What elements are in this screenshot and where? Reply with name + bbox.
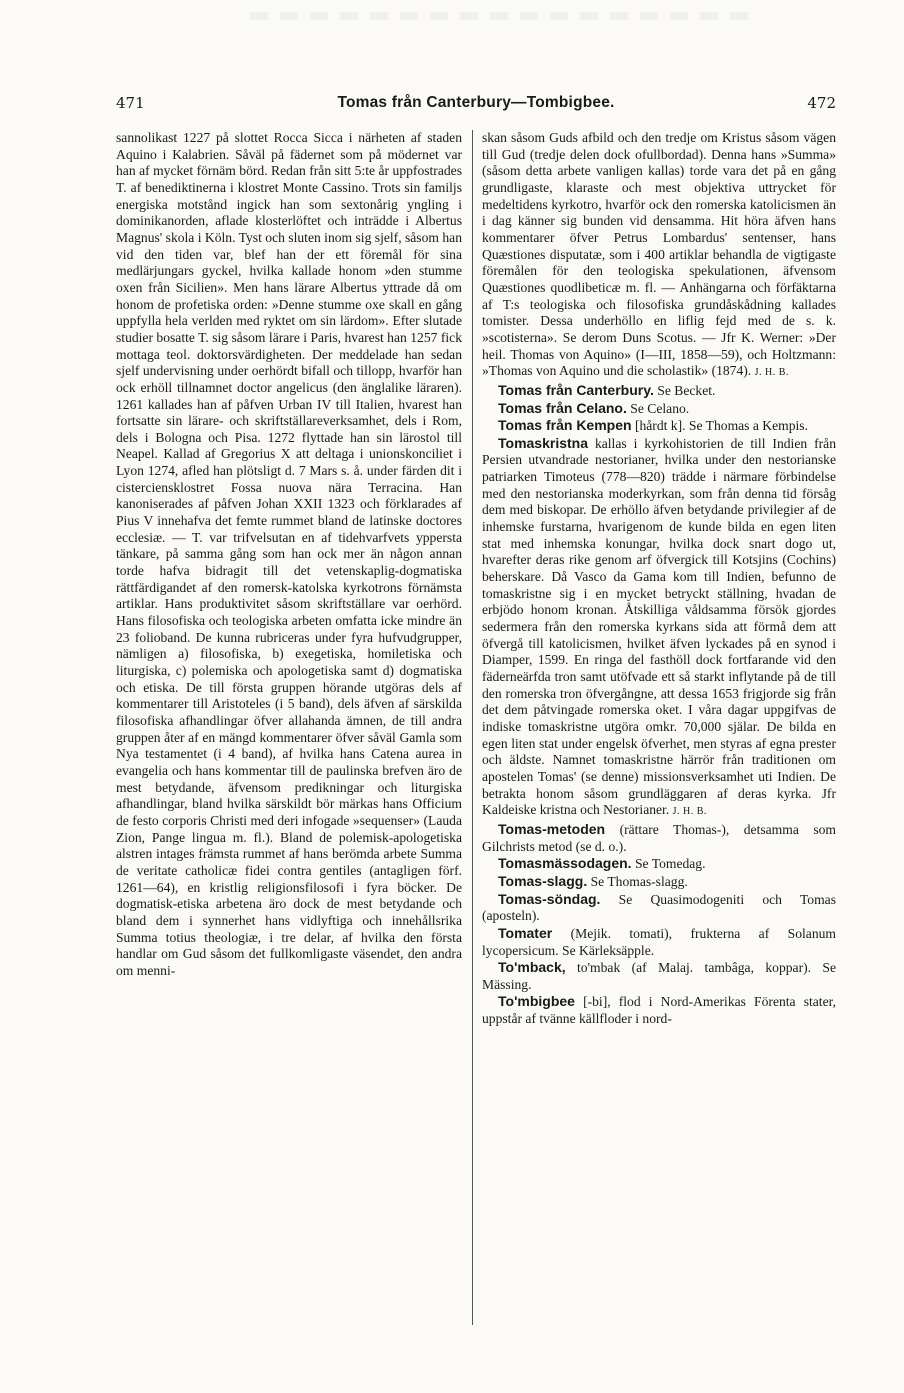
entry-tomas-fran-celano bbox=[482, 400, 836, 418]
page-header bbox=[116, 94, 836, 118]
entry-text: [-bi], flod i Nord-Amerikas Förenta stater, uppstår af tvänne källfloder i nord- bbox=[482, 994, 836, 1027]
entry-headword: Tomaskristna bbox=[498, 434, 588, 451]
entry-tomas-metoden bbox=[482, 821, 836, 855]
entry-tomas-fran-kempen bbox=[482, 417, 836, 435]
page-number-left: 471 bbox=[116, 94, 145, 112]
entry-continuation bbox=[482, 130, 836, 382]
entry-tomback bbox=[482, 959, 836, 993]
entry-headword: Tomas-metoden bbox=[498, 820, 606, 837]
entry-text: Se Quasimodogeniti och Tomas (aposteln). bbox=[482, 891, 836, 924]
left-column-text: sannolikast 1227 på slottet Rocca Sicca i närheten af staden Aquino i Kalabrien. Såväl på fädernet som på mödernet var han af mycket förnäm börd. Redan från sitt 5:te år uppfostrades T. af benediktinerna i klostret Monte Cassino. Trots sin familjs energiska motstånd ingick han som sextonårig yngling i dominikanorden, aflade klosterlöftet och inträdde i Albertus Magnus' skola i Köln. Tyst och sluten inom sig sjelf, såsom han vid den tiden var, blef han der ett föremål för sina medlärjungars gyckel, hvilka kallade honom »den stumme oxen från Sicilien». Men hans lärare Albertus yttrade då om honom de profetiska orden: »Denne stumme oxe skall en gång uppfylla hela verlden med ryktet om sin lärdom». Efter slutade studier bosatte T. sig såsom lärare i Paris, hvarest han 1257 fick mottaga teol. doktorsvärdigheten. Der meddelade han sedan sjelf undervisning under oerhördt bifall och tillopp, hvarför han ock erhöll tillnamnet doctor angelicus (den änglalike läraren). 1261 kallades han af påfven Urban IV till Italien, hvarest han fortsatte sin lärare- och skriftställareverksamhet, dels i Rom, dels i Bologna och Pisa. 1272 flyttade han sin lärostol till Neapel. Kallad af Gregorius X att deltaga i unionskonciliet i Lyon 1274, afled han plötsligt d. 7 Mars s. å. under färden dit i cisterciensklostret Fossa nuova nära Terracina. Han kanoniserades af påfven Johan XXII 1323 och förklarades af Pius V innehafva det femte rummet bland de latinske doctores ecclesiæ. — T. var trifvelsutan en af tidehvarfvets yppersta tänkare, på samma gång som han ock mer än någon annan torde hafva bidragit till det vetenskaplig-dogmatiska rättfärdigandet af den romersk-katolska kyrkotrons förnämsta artiklar. Hans produktivitet såsom skriftställare var oerhörd. Hans filosofiska och teologiska arbeten omfatta icke mindre än 23 folioband. De kunna rubriceras under fyra hufvudgrupper, nämligen a) filosofiska, b) exegetiska, homiletiska och liturgiska, c) polemiska och apologetiska samt d) dogmatiska och etiska. De till första gruppen hörande utgöras dels af kommentarer till Aristoteles (i 5 band), dels äfven af särskilda filosofiska afhandlingar öfver allahanda ämnen, de till andra gruppen åter af en mängd kommentarer öfver såväl Gamla som Nya testamentet (i 4 band), af hvilka hans Catena aurea in evangelia och hans kommentar till de paulinska brefven äro de mest betydande, äfvensom predikningar och liturgiska afhandlingar, bland hvilka särskildt bör märkas hans Officium de festo corporis Christi med deri infogade »sequenser» (Lauda Zion, Pange lingua m. fl.). Bland de polemisk-apologetiska alstren intages främsta rummet af hans berömda arbete Summa de veritate catholicæ fidei contra gentiles (antagligen förf. 1261—64), en kristlig religionsfilosofi i fyra böcker. De dogmatisk-etiska arbetena äro dock de mest betydande och bland dem i synnerhet hans vidlyftiga och innehållsrika Summa totius theologiæ, i tre delar, af hvilka den första handlar om Gud såsom det fullkomligaste väsendet, den andra om menni- bbox=[116, 130, 462, 978]
scan-noise bbox=[250, 12, 750, 20]
entry-text: Se Becket. bbox=[657, 382, 716, 398]
entry-tomas-fran-canterbury bbox=[482, 382, 836, 400]
entry-headword: Tomas från Kempen bbox=[498, 417, 632, 434]
entry-headword: To'mbigbee bbox=[498, 993, 575, 1010]
entry-text: Se Celano. bbox=[630, 400, 690, 416]
entry-tomas-sondag bbox=[482, 891, 836, 925]
entry-signature: J. H. B. bbox=[754, 367, 789, 379]
entry-tomater bbox=[482, 925, 836, 959]
entry-tomaskristna bbox=[482, 435, 836, 821]
entry-text: (rättare Thomas-), detsamma som Gilchrists metod (se d. o.). bbox=[482, 821, 836, 854]
entry-text: skan såsom Guds afbild och den tredje om Kristus såsom vägen till Gud (tredje delen dock ofullbordad). Denna hans »Summa» (såsom detta arbete vanligen kallas) torde vara det på en gång grundligaste, klaraste och mest objektiva uttrycket för medeltidens kyrkotro, hvarför ock den romerska katolicismen än i dag känner sig bunden vid densamma. Hit höra äfven hans kommentarer öfver Petrus Lombardus' sentenser, hans Quæstiones disputatæ, som i 400 artiklar behandla de vigtigaste föremålen för den teologiska spekulationen, äfvensom Quæstiones quodlibeticæ m. fl. — Anhängarna och förfäktarna af T:s teologiska och filosofiska grundåskådning kallades tomister. Dessa underhöllo en liflig fejd med de s. k. »scotisterna». Se derom Duns Scotus. — Jfr K. Werner: »Der heil. Thomas von Aquino» (I—III, 1858—59), och Holtzmann: »Thomas von Aquino und die scholastik» (1874). bbox=[482, 130, 836, 379]
entry-headword: Tomasmässodagen. bbox=[498, 855, 632, 872]
entry-text: Se Thomas-slagg. bbox=[590, 873, 688, 889]
entry-headword: Tomas-slagg. bbox=[498, 872, 588, 889]
entry-text: to'mbak (af Malaj. tambâga, koppar). Se Mässing. bbox=[482, 960, 836, 992]
entry-text: [hårdt k]. Se Thomas a Kempis. bbox=[634, 418, 808, 434]
entry-signature: J. H. B. bbox=[672, 806, 707, 818]
entry-headword: Tomas från Canterbury. bbox=[498, 381, 654, 398]
entry-tomasmassodagen bbox=[482, 855, 836, 873]
entry-text: (Mejik. tomati), frukterna af Solanum lycopersicum. Se Kärleksäpple. bbox=[482, 925, 836, 958]
entry-headword: Tomas-söndag. bbox=[498, 890, 601, 907]
page-number-right: 472 bbox=[807, 94, 836, 112]
entry-text: kallas i kyrkohistorien de till Indien från Persien utvandrade nestorianer, hvilka under den nestorianske patriarken Timoteus (778—820) trädde i närmare förbindelse med den nestorianska moderkyrkan, som från denna tid försåg dem med biskopar. De erhöllo äfven betydande privilegier af de inhemske furstarna, hvarigenom de kunde bilda en egen liten stat med inhemska konungar, hvilka dock snart dogo ut, hvarefter deras rike genom arf öfvergick till Kotsjins (Cochins) beherskare. Då Vasco da Gama kom till Indien, befunno de tomaskristne sig i en mycket betryckt ställning, hvadan de erbjödo honom kronan. Åtskilliga våldsamma försök gjordes sedermera från den romerska kyrkans sida att förmå dem att öfvergå till katolicismen, hvilket äfven lyckades på en synod i Diamper, 1599. En ringa del fasthöll dock fortfarande vid den fäderneärfda tron samt utöfvade ett så starkt inflytande på de till den romerska tron öfvergångne, att dessa 1653 frigjorde sig från det dem påtvingade romerska oket. I våra dagar uppgifvas de indiske tomaskristne utgöra omkr. 70,000 själar. De bilda en egen liten stat under engelsk öfverhet, men styras af egna prester och äldste. Namnet tomaskristne härrör från traditionen om apostelen Tomas' (se denne) missionsverksamhet uti Indien. De betrakta honom såsom grundläggaren af deras kyrka. Jfr Kaldeiske kristna och Nestorianer. bbox=[482, 435, 836, 818]
entry-headword: To'mback, bbox=[498, 959, 566, 976]
entry-text: Se Tomedag. bbox=[634, 856, 706, 872]
entry-tomas-slagg bbox=[482, 873, 836, 891]
left-column bbox=[116, 130, 462, 1325]
entry-headword: Tomas från Celano. bbox=[498, 399, 627, 416]
column-divider bbox=[472, 130, 473, 1325]
running-title: Tomas från Canterbury—Tombigbee. bbox=[337, 94, 615, 111]
entry-headword: Tomater bbox=[498, 924, 553, 941]
right-column bbox=[482, 130, 836, 1325]
entry-tombigbee bbox=[482, 993, 836, 1027]
